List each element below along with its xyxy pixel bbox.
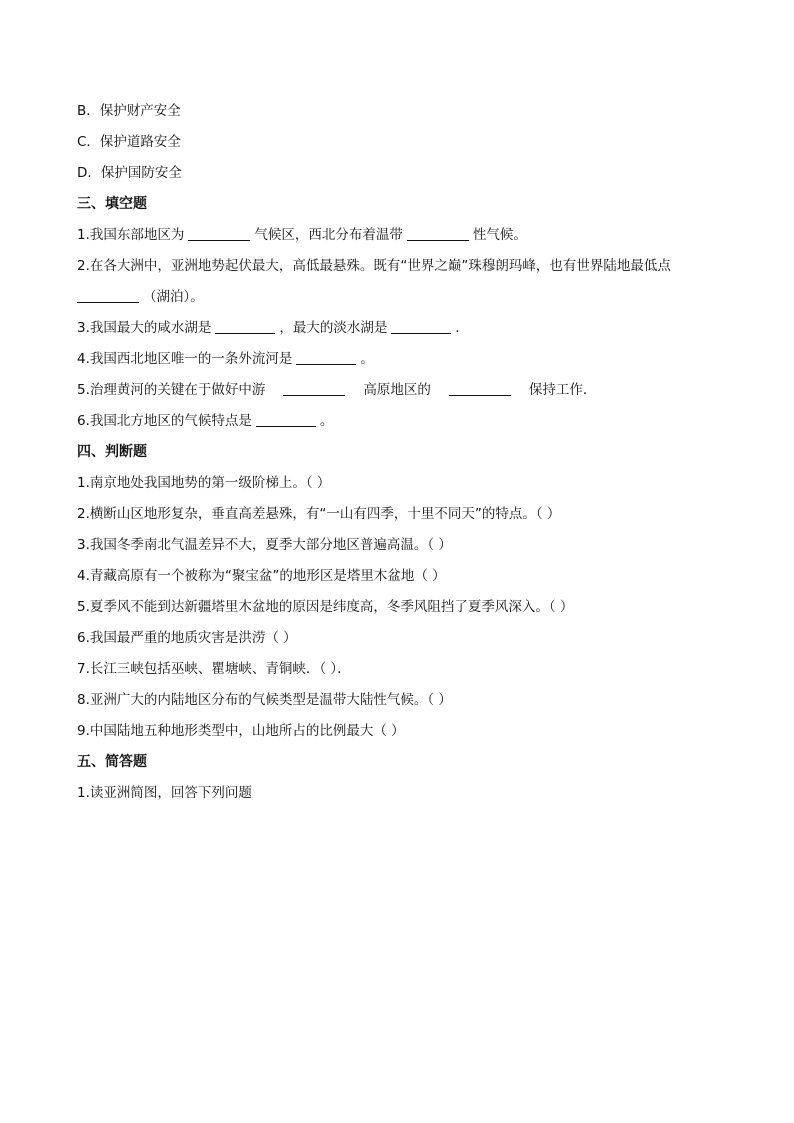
fill-question-2-line-2 (77, 282, 737, 313)
answer-blank (256, 412, 316, 427)
answer-blank (391, 319, 451, 334)
fill-q5-part-b: 高原地区的 (363, 382, 431, 398)
option-d: D．保护国防安全 (77, 165, 182, 181)
answer-blank (449, 381, 511, 396)
fill-q6-part-b: 。 (319, 413, 334, 429)
judge-item: 6.我国最严重的地质灾害是洪涝（ ） (77, 630, 297, 646)
judge-item: 3.我国冬季南北气温差异不大，夏季大部分地区普遍高温。（ ） (77, 537, 452, 553)
fill-q1-part-a: 1.我国东部地区为 (77, 227, 185, 243)
option-b: B．保护财产安全 (77, 103, 181, 119)
fill-question-2-line-1: 2.在各大洲中，亚洲地势起伏最大，高低最悬殊。既有“世界之巅”珠穆朗玛峰，也有世界陆地最低点 (77, 258, 671, 274)
judge-item: 4.青藏高原有一个被称为“聚宝盆”的地形区是塔里木盆地（ ） (77, 568, 446, 584)
fill-question-1 (77, 220, 737, 251)
answer-blank (296, 350, 356, 365)
fill-question-6 (77, 406, 737, 437)
judge-item: 1.南京地处我国地势的第一级阶梯上。（ ） (77, 475, 331, 491)
judge-item: 5.夏季风不能到达新疆塔里木盆地的原因是纬度高，冬季风阻挡了夏季风深入。（ ） (77, 599, 574, 615)
answer-blank (407, 226, 469, 241)
document-page (77, 96, 737, 809)
judge-item: 7.长江三峡包括巫峡、瞿塘峡、青铜峡．（ ）． (77, 661, 351, 677)
fill-blank-heading: 三、填空题 (77, 196, 147, 212)
fill-q6-part-a: 6.我国北方地区的气候特点是 (77, 413, 252, 429)
fill-question-4 (77, 344, 737, 375)
answer-blank (77, 288, 139, 303)
fill-question-3 (77, 313, 737, 344)
answer-blank (283, 381, 345, 396)
fill-q1-part-c: 性气候。 (472, 227, 527, 243)
judge-item: 9.中国陆地五种地形类型中，山地所占的比例最大（ ） (77, 723, 405, 739)
option-c: C．保护道路安全 (77, 134, 181, 150)
fill-q4-part-a: 4.我国西北地区唯一的一条外流河是 (77, 351, 293, 367)
short-answer-question-1: 1.读亚洲简图，回答下列问题 (77, 785, 252, 801)
judge-heading: 四、判断题 (77, 444, 147, 460)
fill-q1-part-b: 气候区，西北分布着温带 (254, 227, 403, 243)
fill-question-5 (77, 375, 737, 406)
answer-blank (215, 319, 275, 334)
fill-q5-part-c: 保持工作． (528, 382, 597, 398)
fill-q5-part-a: 5.治理黄河的关键在于做好中游 (77, 382, 266, 398)
judge-item: 2.横断山区地形复杂，垂直高差悬殊，有“一山有四季，十里不同天”的特点。（ ） (77, 506, 561, 522)
judge-item: 8.亚洲广大的内陆地区分布的气候类型是温带大陆性气候。（ ） (77, 692, 452, 708)
answer-blank (188, 226, 250, 241)
fill-q3-part-b: ，最大的淡水湖是 (279, 320, 388, 336)
fill-q4-part-b: 。 (360, 351, 374, 367)
fill-q2-after: （湖泊）。 (143, 289, 204, 305)
short-answer-heading: 五、简答题 (77, 754, 147, 770)
fill-q3-part-c: ． (455, 320, 469, 336)
fill-q3-part-a: 3.我国最大的咸水湖是 (77, 320, 212, 336)
